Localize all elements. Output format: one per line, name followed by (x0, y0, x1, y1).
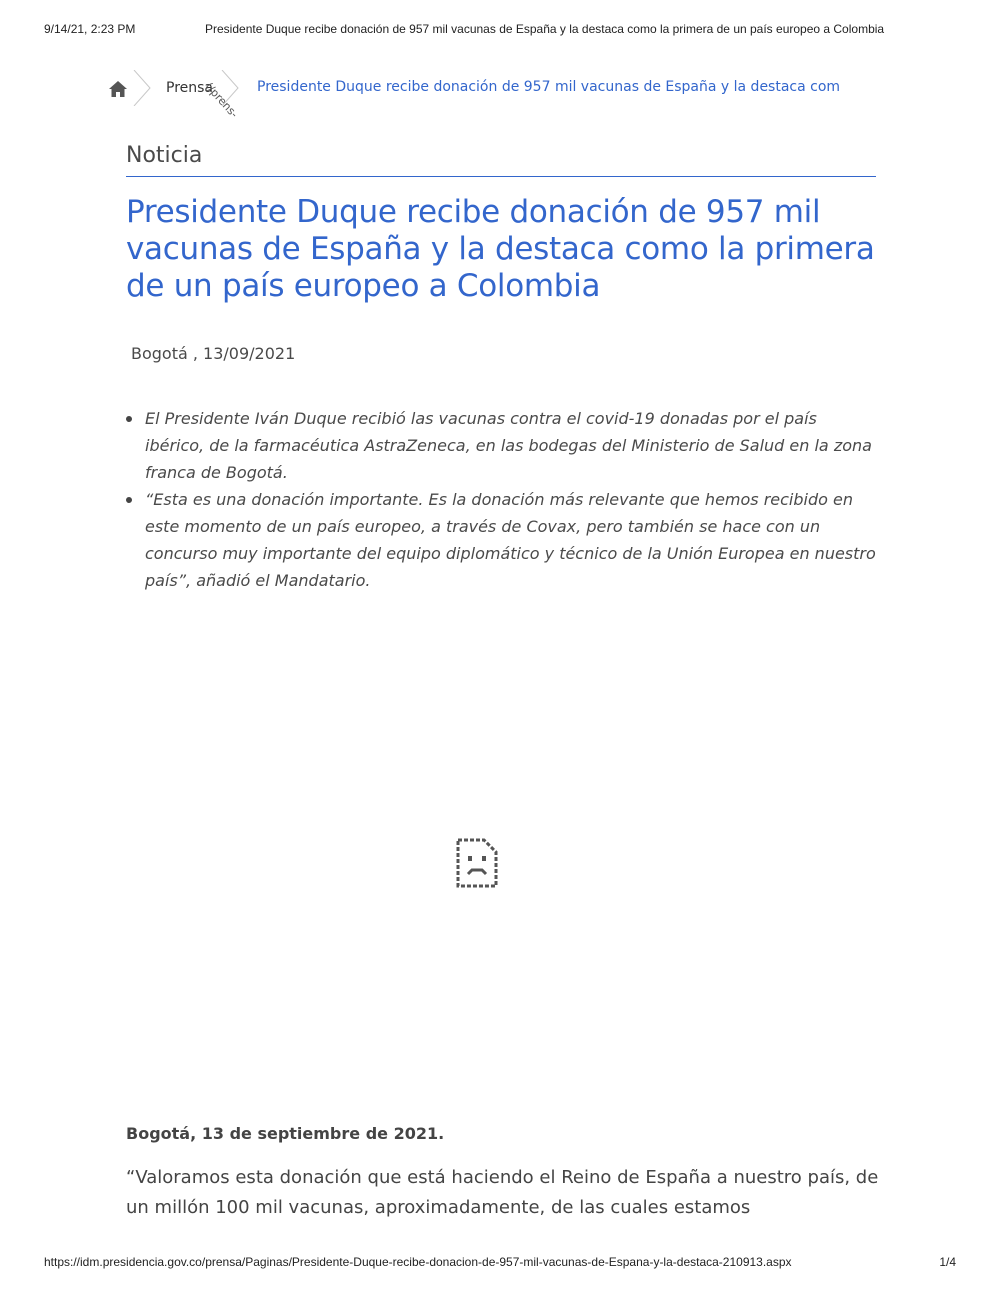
body-date-heading: Bogotá, 13 de septiembre de 2021. (126, 1124, 445, 1143)
chevron-right-icon (132, 70, 152, 106)
bullet-icon (126, 497, 132, 503)
breadcrumb (108, 70, 908, 121)
print-url: https://idm.presidencia.gov.co/prensa/Paginas/Presidente-Duque-recibe-donacion-de-957-mil-vacunas-de-Espana-y-la-destaca-210913.aspx (44, 1255, 792, 1269)
print-title: Presidente Duque recibe donación de 957 mil vacunas de España y la destaca como la primera de un país europeo a Colombia (205, 22, 885, 36)
breadcrumb-url-fragment: (/prens- (202, 80, 241, 121)
breadcrumb-item-prensa[interactable]: Prensa (166, 80, 214, 96)
page-title: Presidente Duque recibe donación de 957 mil vacunas de España y la destaca como la primera de un país europeo a Colombia (126, 194, 875, 304)
summary-list (126, 405, 878, 594)
list-item (126, 486, 878, 594)
page-number: 1/4 (939, 1255, 956, 1269)
list-item-text: El Presidente Iván Duque recibió las vacunas contra el covid-19 donadas por el país ibérico, de la farmacéutica AstraZeneca, en las bodegas del Ministerio de Salud en la zona franca de Bogotá. (145, 409, 872, 482)
breadcrumb-current[interactable]: Presidente Duque recibe donación de 957 mil vacunas de España y la destaca com (257, 79, 841, 95)
chevron-right-icon (220, 70, 240, 106)
broken-document-icon (456, 838, 498, 888)
home-icon[interactable] (108, 79, 128, 99)
list-item-text: “Esta es una donación importante. Es la donación más relevante que hemos recibido en este momento de un país europeo, a través de Covax, pero también se hace con un concurso muy importante del equipo diplomático y técnico de la Unión Europea en nuestro país”, añadió el Mandatario. (145, 490, 876, 590)
print-header (44, 22, 956, 40)
divider (126, 176, 876, 177)
print-datetime: 9/14/21, 2:23 PM (44, 22, 136, 36)
section-label: Noticia (126, 143, 203, 168)
print-footer (44, 1255, 956, 1273)
bullet-icon (126, 416, 132, 422)
dateline: Bogotá , 13/09/2021 (131, 344, 296, 363)
body-paragraph: “Valoramos esta donación que está haciendo el Reino de España a nuestro país, de un millón 100 mil vacunas, aproximadamente, de las cuales estamos (126, 1167, 879, 1218)
list-item (126, 405, 878, 486)
